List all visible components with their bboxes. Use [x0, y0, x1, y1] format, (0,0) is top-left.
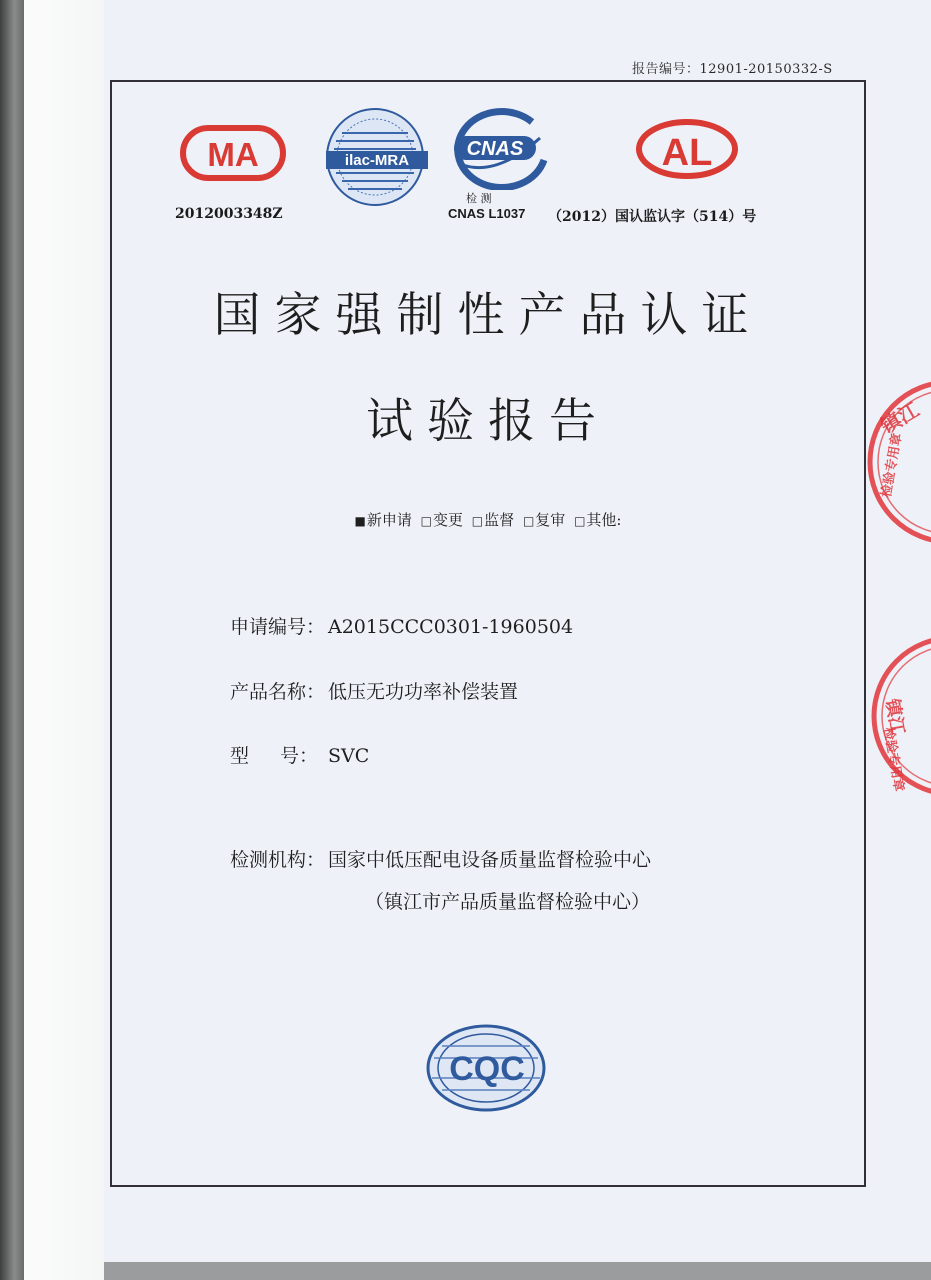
model-row	[230, 741, 369, 768]
product-name-label: 产品名称：	[230, 681, 326, 703]
cnas-logo-text: CNAS	[466, 138, 524, 160]
product-name-value: 低压无功功率补偿装置	[328, 681, 519, 703]
application-number-value: A2015CCC0301-1960504	[328, 616, 574, 638]
cnas-number: CNAS L1037	[448, 206, 526, 221]
option-review: □复审	[522, 511, 566, 529]
cnas-logo-icon	[440, 108, 552, 190]
institution-row	[230, 845, 651, 872]
cqc-logo-icon	[424, 1022, 550, 1114]
institution-value-line2: （镇江市产品质量监督检验中心）	[365, 891, 651, 913]
checkbox-empty-icon: □	[522, 514, 535, 528]
cqc-logo-text: CQC	[449, 1050, 525, 1088]
report-subtitle: 试验报告	[366, 394, 610, 449]
option-other: □其他:	[574, 511, 622, 529]
cma-number: 2012003348Z	[175, 206, 283, 222]
cma-logo-text: MA	[207, 136, 259, 173]
checkbox-empty-icon: □	[471, 514, 484, 528]
option-new-application: ■新申请	[354, 511, 412, 529]
application-type-options	[110, 509, 866, 530]
institution-value: 国家中低压配电设备质量监督检验中心	[328, 849, 652, 871]
seal-lower-text: 镇江	[881, 697, 909, 737]
ilac-mra-logo-icon	[322, 105, 432, 210]
product-name-row	[230, 677, 518, 704]
seal-upper-lower-text: 检验专用章	[879, 432, 906, 499]
checkbox-checked-icon: ■	[354, 514, 366, 528]
inspection-seal-upper-icon	[866, 372, 931, 552]
inspection-seal-lower-icon	[866, 630, 931, 802]
application-number-label: 申请编号：	[230, 616, 326, 638]
institution-label: 检测机构：	[230, 849, 326, 871]
binding-spine	[0, 0, 24, 1280]
cal-approval-number: （2012）国认监认字（514）号	[548, 209, 757, 225]
checkbox-empty-icon: □	[574, 514, 586, 528]
option-supervision: □监督	[471, 511, 515, 529]
cal-logo-text: AL	[661, 132, 713, 174]
binding-strip	[24, 0, 106, 1280]
model-value: SVC	[328, 745, 370, 767]
cnas-sub: 检 测	[466, 192, 492, 205]
cal-logo-icon	[634, 116, 744, 186]
report-number: 报告编号：12901-20150332-S	[632, 62, 833, 77]
ilac-logo-text: ilac-MRA	[344, 152, 410, 169]
report-title: 国家强制性产品认证	[213, 288, 763, 343]
option-change: □变更	[420, 511, 464, 529]
page-bottom-edge	[104, 1262, 931, 1280]
checkbox-empty-icon: □	[420, 514, 432, 528]
model-label: 型 号：	[230, 745, 318, 767]
seal-lower-lower-text: 检验专用章	[880, 726, 907, 793]
application-number-row	[230, 612, 573, 639]
cma-logo-icon	[180, 124, 292, 184]
seal-upper-text: 镇江	[876, 397, 924, 439]
